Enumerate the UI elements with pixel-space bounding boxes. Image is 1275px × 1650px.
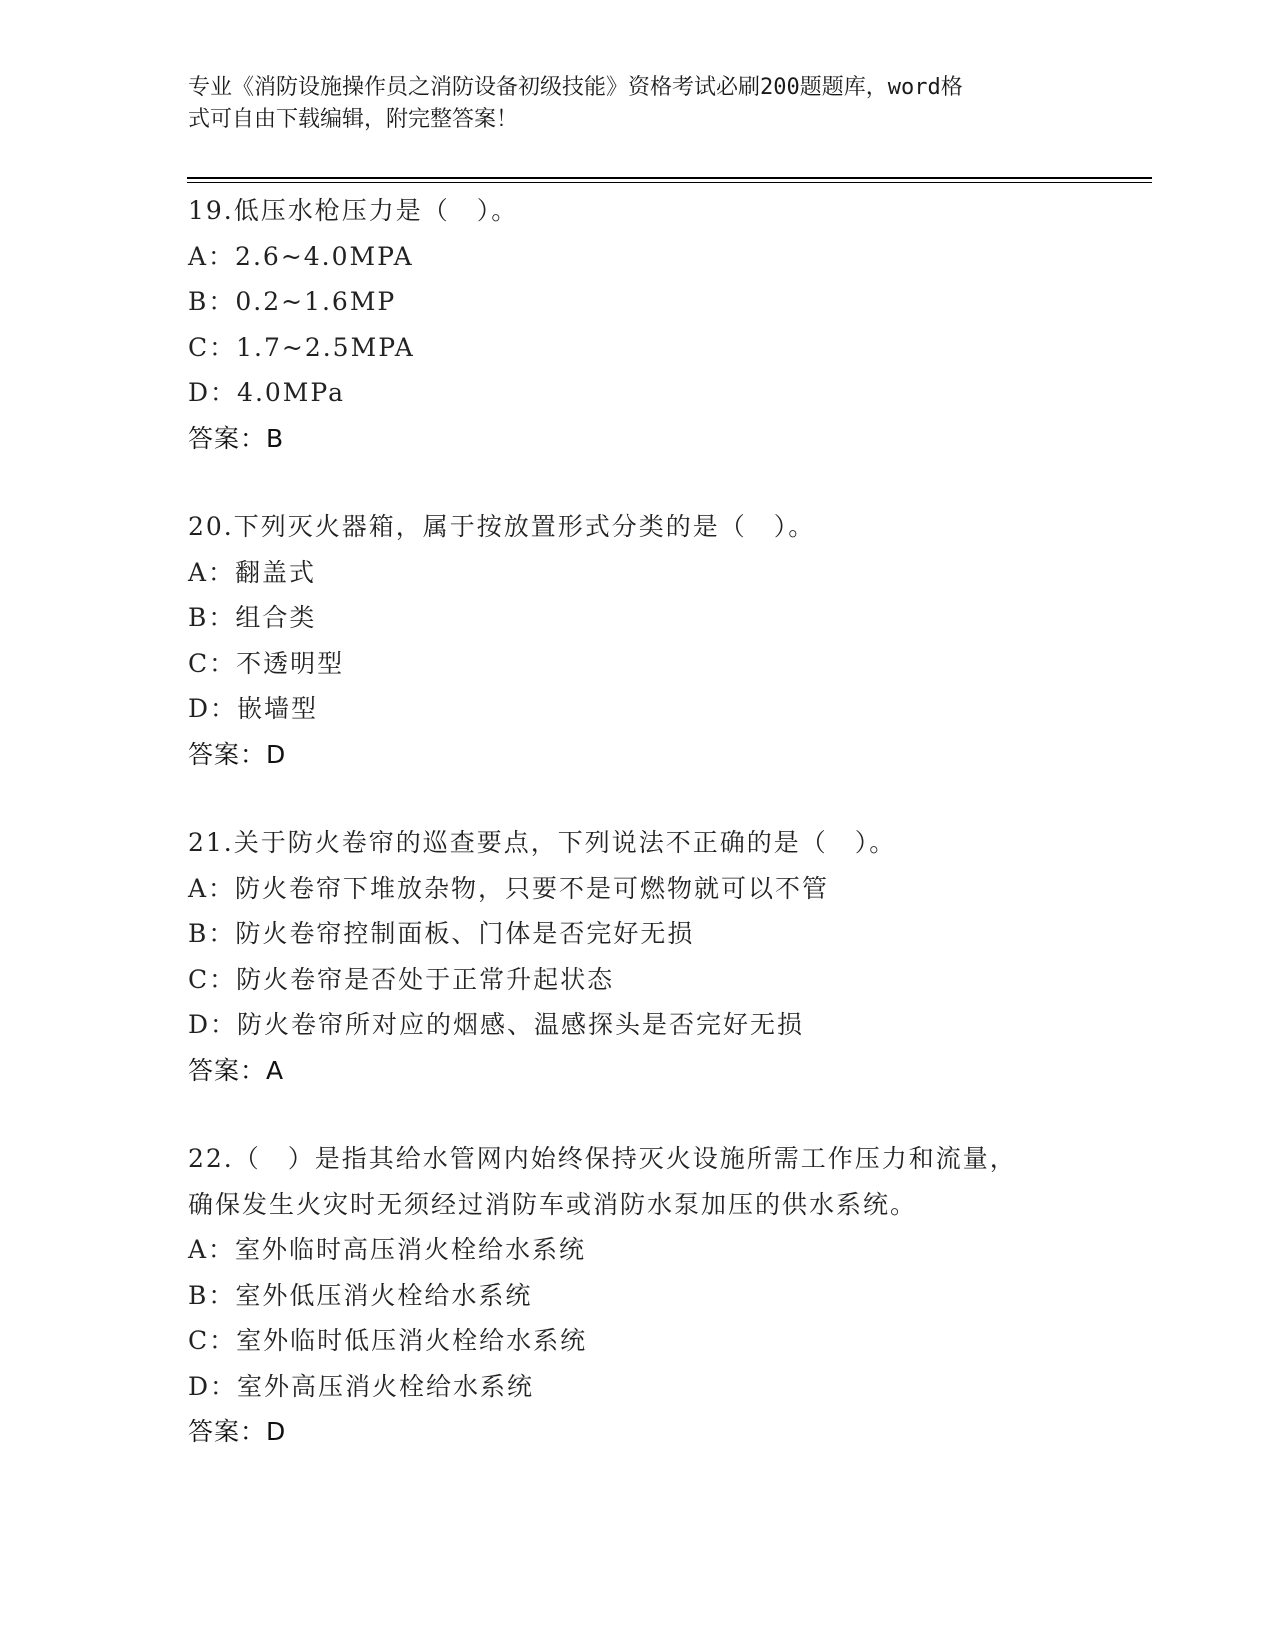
question-stem: 20.下列灭火器箱，属于按放置形式分类的是（ ）。	[188, 512, 816, 541]
question-stem-line-1: 22.（ ）是指其给水管网内始终保持灭火设施所需工作压力和流量，	[188, 1144, 1017, 1173]
answer-label: 答案：A	[188, 1055, 285, 1085]
option-b: B：室外低压消火栓给水系统	[188, 1280, 533, 1310]
answer-label: 答案：D	[188, 739, 287, 769]
header-divider-thin	[187, 182, 1152, 183]
option-b: B：防火卷帘控制面板、门体是否完好无损	[188, 919, 695, 948]
question-stem: 19.低压水枪压力是（ ）。	[188, 196, 519, 225]
document-header	[188, 72, 1068, 136]
question-21	[188, 820, 1148, 1093]
question-stem-line-2: 确保发生火灾时无须经过消防车或消防水泵加压的供水系统。	[188, 1189, 918, 1219]
question-stem: 21.关于防火卷帘的巡查要点，下列说法不正确的是（ ）。	[188, 828, 897, 857]
header-line-1: 专业《消防设施操作员之消防设备初级技能》资格考试必刷200题题库，word格	[188, 75, 963, 100]
option-b: B：0.2~1.6MP	[188, 287, 397, 316]
option-a: A：翻盖式	[188, 557, 317, 587]
question-19	[188, 188, 1148, 461]
option-d: D：4.0MPa	[188, 378, 346, 407]
header-divider-thick	[187, 177, 1152, 179]
option-d: D：室外高压消火栓给水系统	[188, 1371, 535, 1401]
question-22	[188, 1136, 1148, 1455]
header-line-2: 式可自由下载编辑，附完整答案！	[188, 107, 519, 132]
option-c: C：1.7~2.5MPA	[188, 332, 415, 362]
option-a: A：室外临时高压消火栓给水系统	[188, 1235, 587, 1264]
answer-label: 答案：B	[188, 423, 285, 453]
option-b: B：组合类	[188, 603, 317, 632]
option-c: C：不透明型	[188, 648, 345, 678]
option-d: D：嵌墙型	[188, 694, 319, 723]
option-a: A：防火卷帘下堆放杂物，只要不是可燃物就可以不管	[188, 873, 830, 903]
option-c: C：室外临时低压消火栓给水系统	[188, 1326, 588, 1355]
option-c: C：防火卷帘是否处于正常升起状态	[188, 964, 615, 994]
question-20	[188, 504, 1148, 777]
question-list	[188, 188, 1148, 1498]
option-d: D：防火卷帘所对应的烟感、温感探头是否完好无损	[188, 1010, 805, 1039]
option-a: A：2.6~4.0MPA	[188, 241, 414, 271]
answer-label: 答案：D	[188, 1417, 287, 1446]
